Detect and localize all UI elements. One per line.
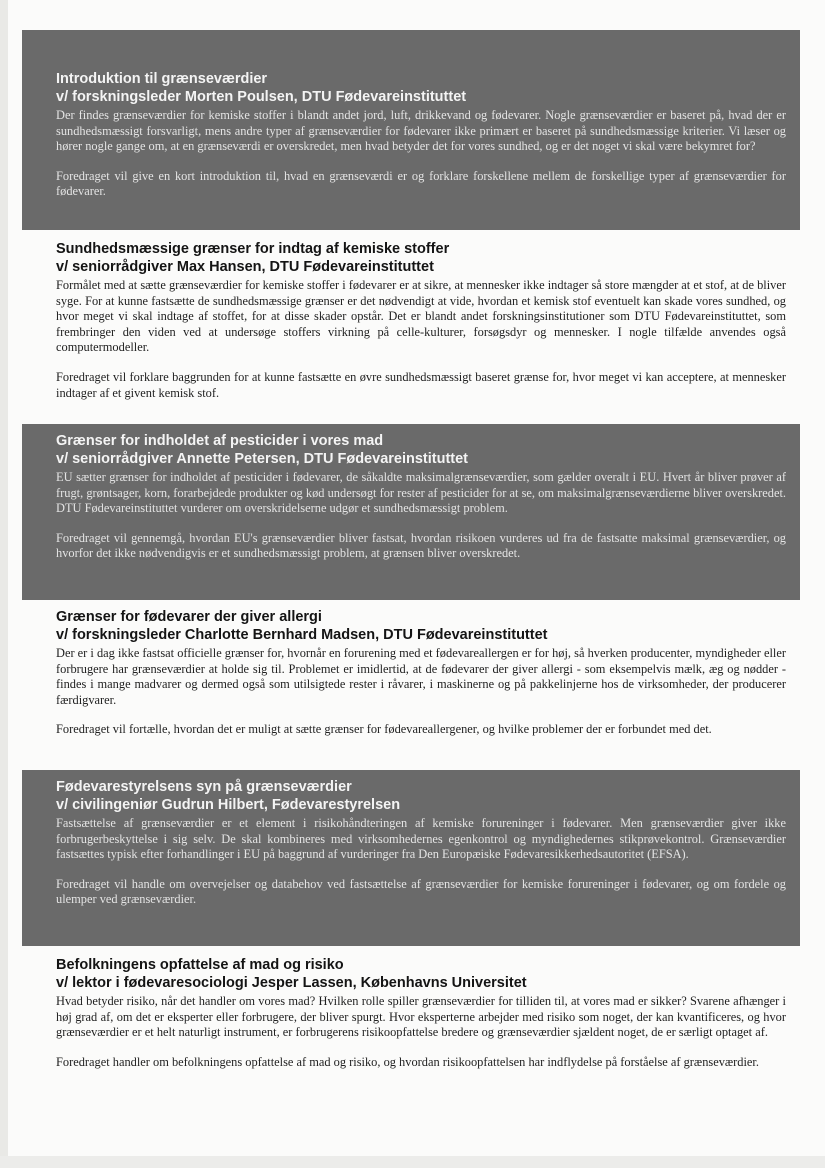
section-introduction [22, 30, 800, 230]
section-food-authority [22, 770, 800, 946]
section-paragraph: Fastsættelse af grænseværdier er et element i risikohåndteringen af kemiske forureninger i fødevarer. Men grænseværdier giver ikke forbrugerbeskyttelse i sig selv. De skal kombineres med virksomhedernes egenkontrol og myndighedernes stikprøvekontrol. Grænseværdier fastsættes typisk efter forhandlinger i EU på baggrund af vurderinger fra Den Europæiske Fødevaresikkerhedsautoritet (EFSA). [56, 816, 786, 862]
section-title: Sundhedsmæssige grænser for indtag af kemiske stoffer [56, 241, 450, 257]
section-title: Grænser for fødevarer der giver allergi [56, 609, 322, 625]
section-allergy [22, 608, 800, 766]
section-paragraph: EU sætter grænser for indholdet af pesticider i fødevarer, de såkaldte maksimalgrænseværdier, som gælder overalt i EU. Hvert år bliver prøver af frugt, grøntsager, korn, forarbejdede produkter og kød undersøgt for rester af pesticider for at se, om maksimalgrænseværdierne bliver overskredet. DTU Fødevareinstituttet vurderer om overskridelserne udgør et sundhedsmæssigt problem. [56, 470, 786, 516]
section-speaker: v/ civilingeniør Gudrun Hilbert, Fødevarestyrelsen [56, 797, 401, 813]
section-title: Introduktion til grænseværdier [56, 71, 268, 87]
section-health-limits [22, 240, 800, 418]
section-speaker: v/ forskningsleder Morten Poulsen, DTU Fødevareinstituttet [56, 89, 467, 105]
section-speaker: v/ seniorrådgiver Annette Petersen, DTU Fødevareinstituttet [56, 451, 469, 467]
section-paragraph: Foredraget vil forklare baggrunden for at kunne fastsætte en øvre sundhedsmæssigt baseret grænse for, hvor meget vi kan acceptere, at mennesker indtager af et givent kemisk stof. [56, 369, 786, 400]
section-paragraph: Foredraget vil give en kort introduktion til, hvad en grænseværdi er og forklare forskellene mellem de forskellige typer af grænseværdier for fødevarer. [56, 168, 786, 199]
section-paragraph: Foredraget handler om befolkningens opfattelse af mad og risiko, og hvordan risikoopfattelsen har indflydelse på forståelse af grænseværdier. [56, 1054, 759, 1069]
section-title: Befolkningens opfattelse af mad og risiko [56, 957, 344, 973]
section-paragraph: Foredraget vil handle om overvejelser og databehov ved fastsættelse af grænseværdier for kemiske forureninger i fødevarer, og om fordele og ulemper ved grænseværdier. [56, 876, 786, 907]
section-speaker: v/ forskningsleder Charlotte Bernhard Madsen, DTU Fødevareinstituttet [56, 627, 548, 643]
section-speaker: v/ lektor i fødevaresociologi Jesper Lassen, Københavns Universitet [56, 975, 527, 991]
section-paragraph: Hvad betyder risiko, når det handler om vores mad? Hvilken rolle spiller grænseværdier for tilliden til, at vores mad er sikker? Svarene afhænger i høj grad af, om det er eksperter eller forbrugere, der bliver spurgt. Hvor eksperterne arbejder med risiko som noget, der kan kvantificeres, og hvor grænseværdier er et helt naturligt instrument, er forbrugerens risikoopfattelse bredere og grænseværdier sjældent noget, de er særligt optaget af. [56, 994, 786, 1040]
section-paragraph: Foredraget vil fortælle, hvordan det er muligt at sætte grænser for fødevareallergener, og hvilke problemer der er forbundet med det. [56, 722, 712, 737]
section-paragraph: Der findes grænseværdier for kemiske stoffer i blandt andet jord, luft, drikkevand og fødevarer. Nogle grænseværdier er baseret på, hvad der er sundhedsmæssigt forsvarligt, mens andre typer af grænseværdier for fødevarer ikke primært er baseret på sundhedsmæssige kriterier. Vi læser og hører nogle gange om, at en grænseværdi er overskredet, men hvad betyder det for vores sundhed, og er det noget vi skal være bekymret for? [56, 108, 786, 154]
section-pesticides [22, 424, 800, 600]
section-title: Fødevarestyrelsens syn på grænseværdier [56, 779, 352, 795]
page-edge [0, 1156, 825, 1168]
page-edge [0, 0, 8, 1168]
section-paragraph: Foredraget vil gennemgå, hvordan EU's grænseværdier bliver fastsat, hvordan risikoen vurderes ud fra de fastsatte maksimal grænseværdier, og hvorfor det ikke nødvendigvis er et sundhedsmæssigt problem, at grænsen bliver overskredet. [56, 530, 786, 561]
section-paragraph: Der er i dag ikke fastsat officielle grænser for, hvornår en forurening med et fødevareallergen er for høj, så hverken producenter, myndigheder eller forbrugere har grænseværdier at holde sig til. Problemet er imidlertid, at de fødevarer der giver allergi - som eksempelvis mælk, æg og nødder - findes i mange madvarer og dermed også som utilsigtede rester i råvarer, i maskinerne og på pakkelinjerne hos de virksomheder, der producerer færdigvarer. [56, 646, 786, 707]
section-speaker: v/ seniorrådgiver Max Hansen, DTU Fødevareinstituttet [56, 259, 434, 275]
section-paragraph: Formålet med at sætte grænseværdier for kemiske stoffer i fødevarer er at sikre, at mennesker ikke indtager så store mængder at et stof, at de bliver syge. For at kunne fastsætte de sundhedsmæssige grænser er det nødvendigt at vide, hvordan et kemisk stof eventuelt kan skade vores sundhed, og hvor meget vi skal indtage af stoffet, for at disse skader opstår. Det er blandt andet forskningsinstitutioner som DTU Fødevareinstituttet, som frembringer den viden ved at undersøge stoffers virkning på celle-kulturer, forsøgsdyr og mennesker. I nogle tilfælde anvendes også computermodeller. [56, 278, 786, 355]
section-public-perception [22, 956, 800, 1136]
section-title: Grænser for indholdet af pesticider i vores mad [56, 433, 384, 449]
